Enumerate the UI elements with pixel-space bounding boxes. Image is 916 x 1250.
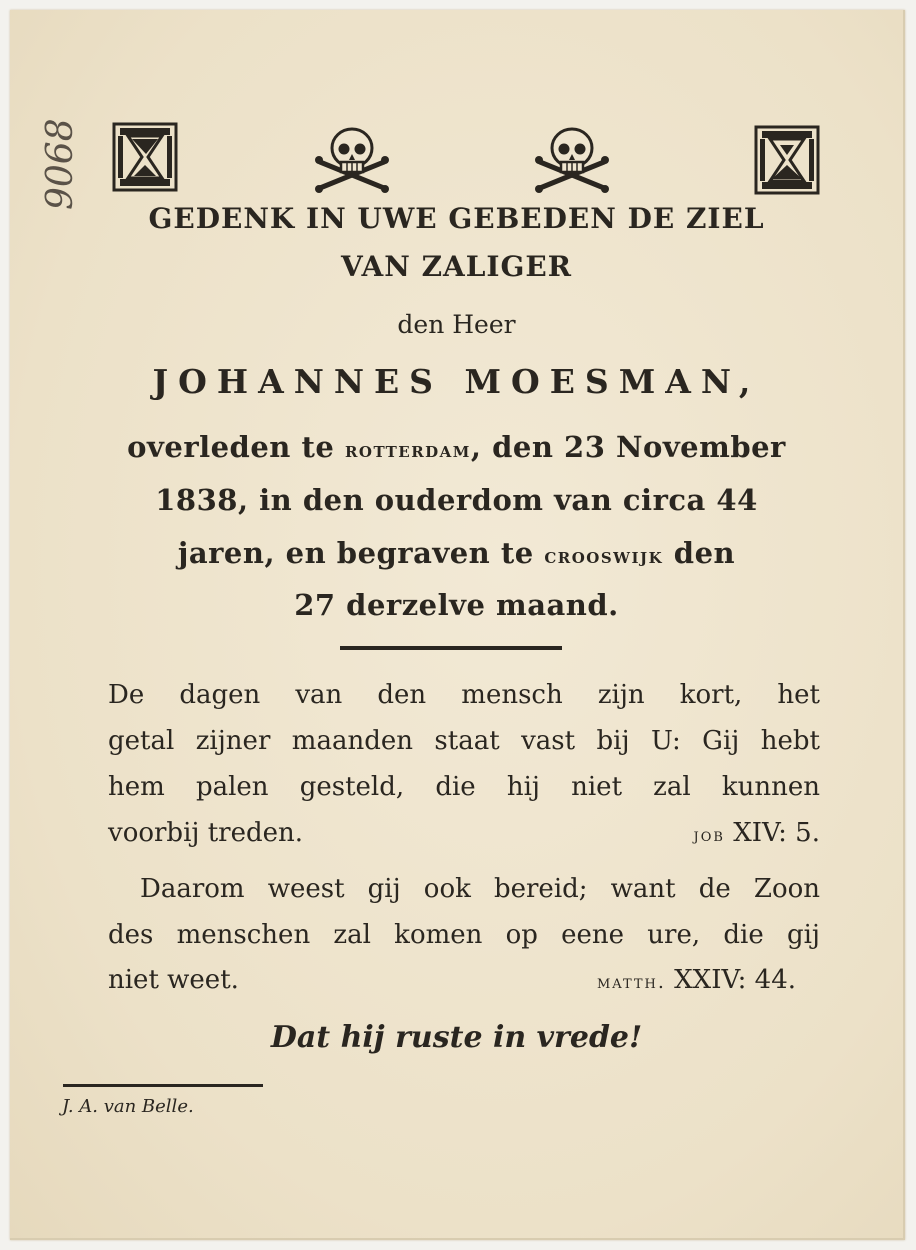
verse-1-ref-book: job: [693, 824, 725, 846]
verse-1-reference: [694, 818, 820, 848]
death-place: rotterdam: [344, 437, 471, 463]
verse-2-end-text: niet weet.: [108, 965, 239, 995]
divider-rule: [340, 646, 562, 650]
verse-1-end-text: voorbij treden.: [108, 818, 304, 848]
skull-crossbones-icon: [532, 122, 612, 194]
verse-1-line-3: hem palen gesteld, die hij niet zal kunnen: [108, 772, 820, 802]
verse-1-ref-num: XIV: 5.: [733, 818, 820, 848]
printer-rule: [63, 1084, 263, 1087]
verse-1-line-2: getal zijner maanden staat vast bij U: Gij hebt: [108, 726, 820, 756]
bio-line-4: 27 derzelve maand.: [294, 588, 619, 622]
skull-crossbones-icon: [312, 122, 392, 194]
bio-line-1-pre: overleden te: [127, 430, 335, 464]
verse-2-line-1: Daarom weest gij ook bereid; want de Zoon: [140, 874, 820, 904]
bio-line-2: 1838, in den ouderdom van circa 44: [155, 483, 758, 517]
verse-1-line-1: De dagen van den mensch zijn kort, het: [108, 680, 820, 710]
printer-name: J. A. van Belle.: [62, 1096, 194, 1117]
verse-2-line-3: [108, 965, 820, 995]
bio-line-1-post: , den 23 November: [470, 430, 786, 464]
verse-2-reference: [597, 965, 796, 995]
hourglass-icon: [752, 125, 832, 197]
inventory-number: 9068: [40, 118, 81, 210]
memorial-card: [10, 10, 905, 1240]
verse-1-line-4: [108, 818, 820, 848]
verse-2-ref-num: XXIV: 44.: [674, 965, 796, 995]
hourglass-icon: [110, 122, 190, 194]
verse-2-line-2: des menschen zal komen op eene ure, die gij: [108, 920, 820, 950]
deceased-name: JOHANNES MOESMAN,: [152, 362, 761, 401]
bio-line-1: [10, 430, 903, 464]
bio-line-3-pre: jaren, en begraven te: [177, 536, 534, 570]
heading-line-2: VAN ZALIGER: [340, 250, 573, 283]
bio-line-3: [10, 536, 903, 570]
heading-line-1: GEDENK IN UWE GEBEDEN DE ZIEL: [148, 202, 765, 235]
verse-2-ref-book: matth.: [596, 971, 666, 993]
burial-place: crooswijk: [544, 543, 664, 569]
bio-line-3-post: den: [673, 536, 736, 570]
honorific: den Heer: [397, 310, 516, 339]
closing-prayer: Dat hij ruste in vrede!: [270, 1020, 643, 1055]
